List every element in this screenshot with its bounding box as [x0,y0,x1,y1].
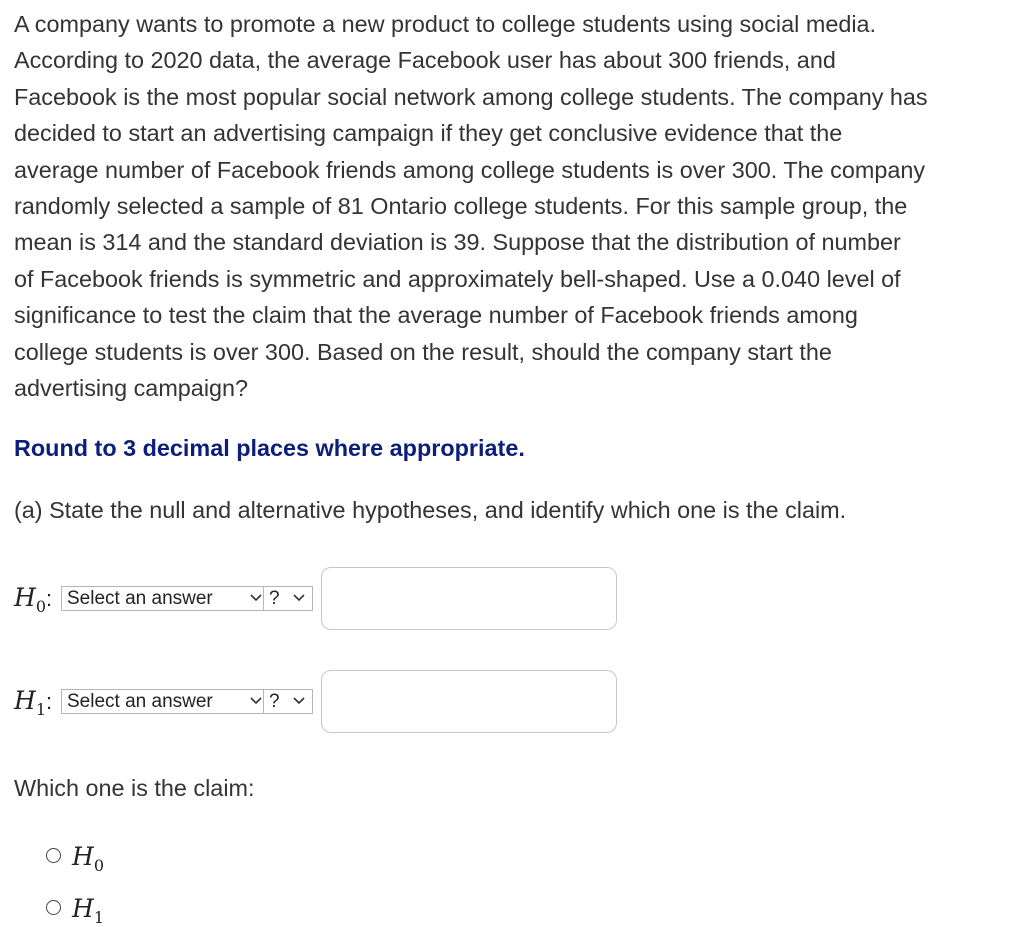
rounding-instruction: Round to 3 decimal places where appropriate. [14,435,525,461]
chevron-down-icon [292,590,306,606]
null-operator-select-value: ? [269,588,280,609]
alternative-operator-select-value: ? [269,691,280,712]
null-parameter-select-value: Select an answer [67,588,213,609]
null-hypothesis-row [14,567,634,631]
part-a-prompt: (a) State the null and alternative hypotheses, and identify which one is the claim. [14,497,847,523]
claim-option-h0[interactable] [46,842,166,875]
alternative-value-input[interactable] [321,670,617,733]
alternative-hypothesis-row [14,670,634,734]
chevron-down-icon [249,590,263,606]
null-hypothesis-label: $H_0$: [14,583,53,616]
alternative-operator-select[interactable] [263,689,313,714]
null-operator-select[interactable] [263,586,313,611]
alternative-parameter-select[interactable] [61,689,270,714]
claim-option-h0-label: $H_0$ [72,842,104,875]
null-parameter-select[interactable] [61,586,270,611]
radio-button[interactable] [46,848,61,863]
alternative-hypothesis-label: $H_1$: [14,686,53,719]
claim-option-h1-label: $H_1$ [72,894,104,927]
claim-option-h1[interactable] [46,894,166,927]
chevron-down-icon [249,693,263,709]
question-text: A company wants to promote a new product to college students using social media. According to 2020 data, the average Facebook user has about 300 friends, and Facebook is the most popular social network among college students. The company has decided to start an advertising campaign if they get conclusive evidence that the average number of Facebook friends among college students is over 300. The company randomly selected a sample of 81 Ontario college students. For this sample group, the mean is 314 and the standard deviation is 39. Suppose that the distribution of number of Facebook friends is symmetric and approximately bell-shaped. Use a 0.040 level of significance to test the claim that the average number of Facebook friends among college students is over 300. Based on the result, should the company start the advertising campaign? [14,11,928,402]
radio-button[interactable] [46,900,61,915]
alternative-parameter-select-value: Select an answer [67,691,213,712]
chevron-down-icon [292,693,306,709]
claim-question: Which one is the claim: [14,775,255,801]
null-value-input[interactable] [321,567,617,630]
